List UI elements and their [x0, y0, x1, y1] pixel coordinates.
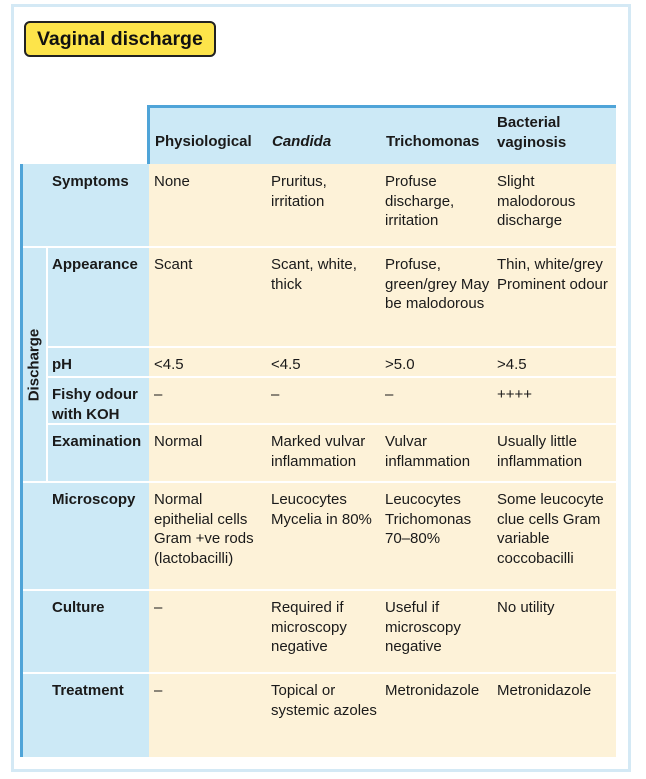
table-cell: – — [149, 673, 266, 757]
table-cell: Topical or systemic azoles — [266, 673, 380, 757]
row-divider — [47, 346, 616, 348]
group-divider — [46, 247, 48, 482]
row-label: Fishy odour with KOH — [47, 377, 149, 424]
header-candida: Candida — [266, 105, 380, 164]
table-cell: – — [380, 377, 492, 424]
table-cell: Normal — [149, 424, 266, 482]
row-divider — [23, 589, 616, 591]
row-label: Microscopy — [23, 482, 149, 590]
table-cell: Profuse discharge, irritation — [380, 164, 492, 247]
row-divider — [23, 246, 616, 248]
table-cell: Marked vulvar inflammation — [266, 424, 380, 482]
row-divider — [47, 376, 616, 378]
table-cell: <4.5 — [149, 347, 266, 377]
table-cell: Required if microscopy negative — [266, 590, 380, 673]
table-cell: No utility — [492, 590, 616, 673]
row-label: Culture — [23, 590, 149, 673]
row-label: Appearance — [47, 247, 149, 347]
table-cell: Some leucocyte clue cells Gram variable coccobacilli — [492, 482, 616, 590]
header-left-rule — [147, 105, 150, 167]
table-cell: Profuse, green/grey May be malodorous — [380, 247, 492, 347]
table-cell: Metronidazole — [380, 673, 492, 757]
table-cell: >4.5 — [492, 347, 616, 377]
row-label: Examination — [47, 424, 149, 482]
table-cell: – — [149, 590, 266, 673]
header-bacterial-vaginosis: Bacterial vaginosis — [492, 105, 616, 164]
table-cell: Metronidazole — [492, 673, 616, 757]
table-cell: Pruritus, irritation — [266, 164, 380, 247]
row-label: pH — [47, 347, 149, 377]
table-cell: Normal epithelial cells Gram +ve rods (lactobacilli) — [149, 482, 266, 590]
row-label: Symptoms — [23, 164, 149, 247]
table-cell: Useful if microscopy negative — [380, 590, 492, 673]
row-divider — [47, 423, 616, 425]
row-divider — [23, 672, 616, 674]
row-divider — [23, 481, 616, 483]
table-cell: Leucocytes Mycelia in 80% — [266, 482, 380, 590]
header-physiological: Physiological — [149, 105, 266, 164]
table-cell: None — [149, 164, 266, 247]
figure-title: Vaginal discharge — [24, 21, 216, 57]
discharge-group-text: Discharge — [25, 328, 43, 401]
table-cell: – — [266, 377, 380, 424]
table-cell: Vulvar inflammation — [380, 424, 492, 482]
table-cell: Scant — [149, 247, 266, 347]
row-label: Treatment — [23, 673, 149, 757]
table-cell: – — [149, 377, 266, 424]
table-cell: Leucocytes Trichomonas 70–80% — [380, 482, 492, 590]
table-cell: Thin, white/grey Prominent odour — [492, 247, 616, 347]
table-cell: Slight malodorous discharge — [492, 164, 616, 247]
table-cell: <4.5 — [266, 347, 380, 377]
table-cell: Usually little inflammation — [492, 424, 616, 482]
table-cell: >5.0 — [380, 347, 492, 377]
header-trichomonas: Trichomonas — [380, 105, 492, 164]
table-cell: ++++ — [492, 377, 616, 424]
discharge-group-label — [21, 247, 47, 482]
table-cell: Scant, white, thick — [266, 247, 380, 347]
header-top-rule — [149, 105, 616, 108]
